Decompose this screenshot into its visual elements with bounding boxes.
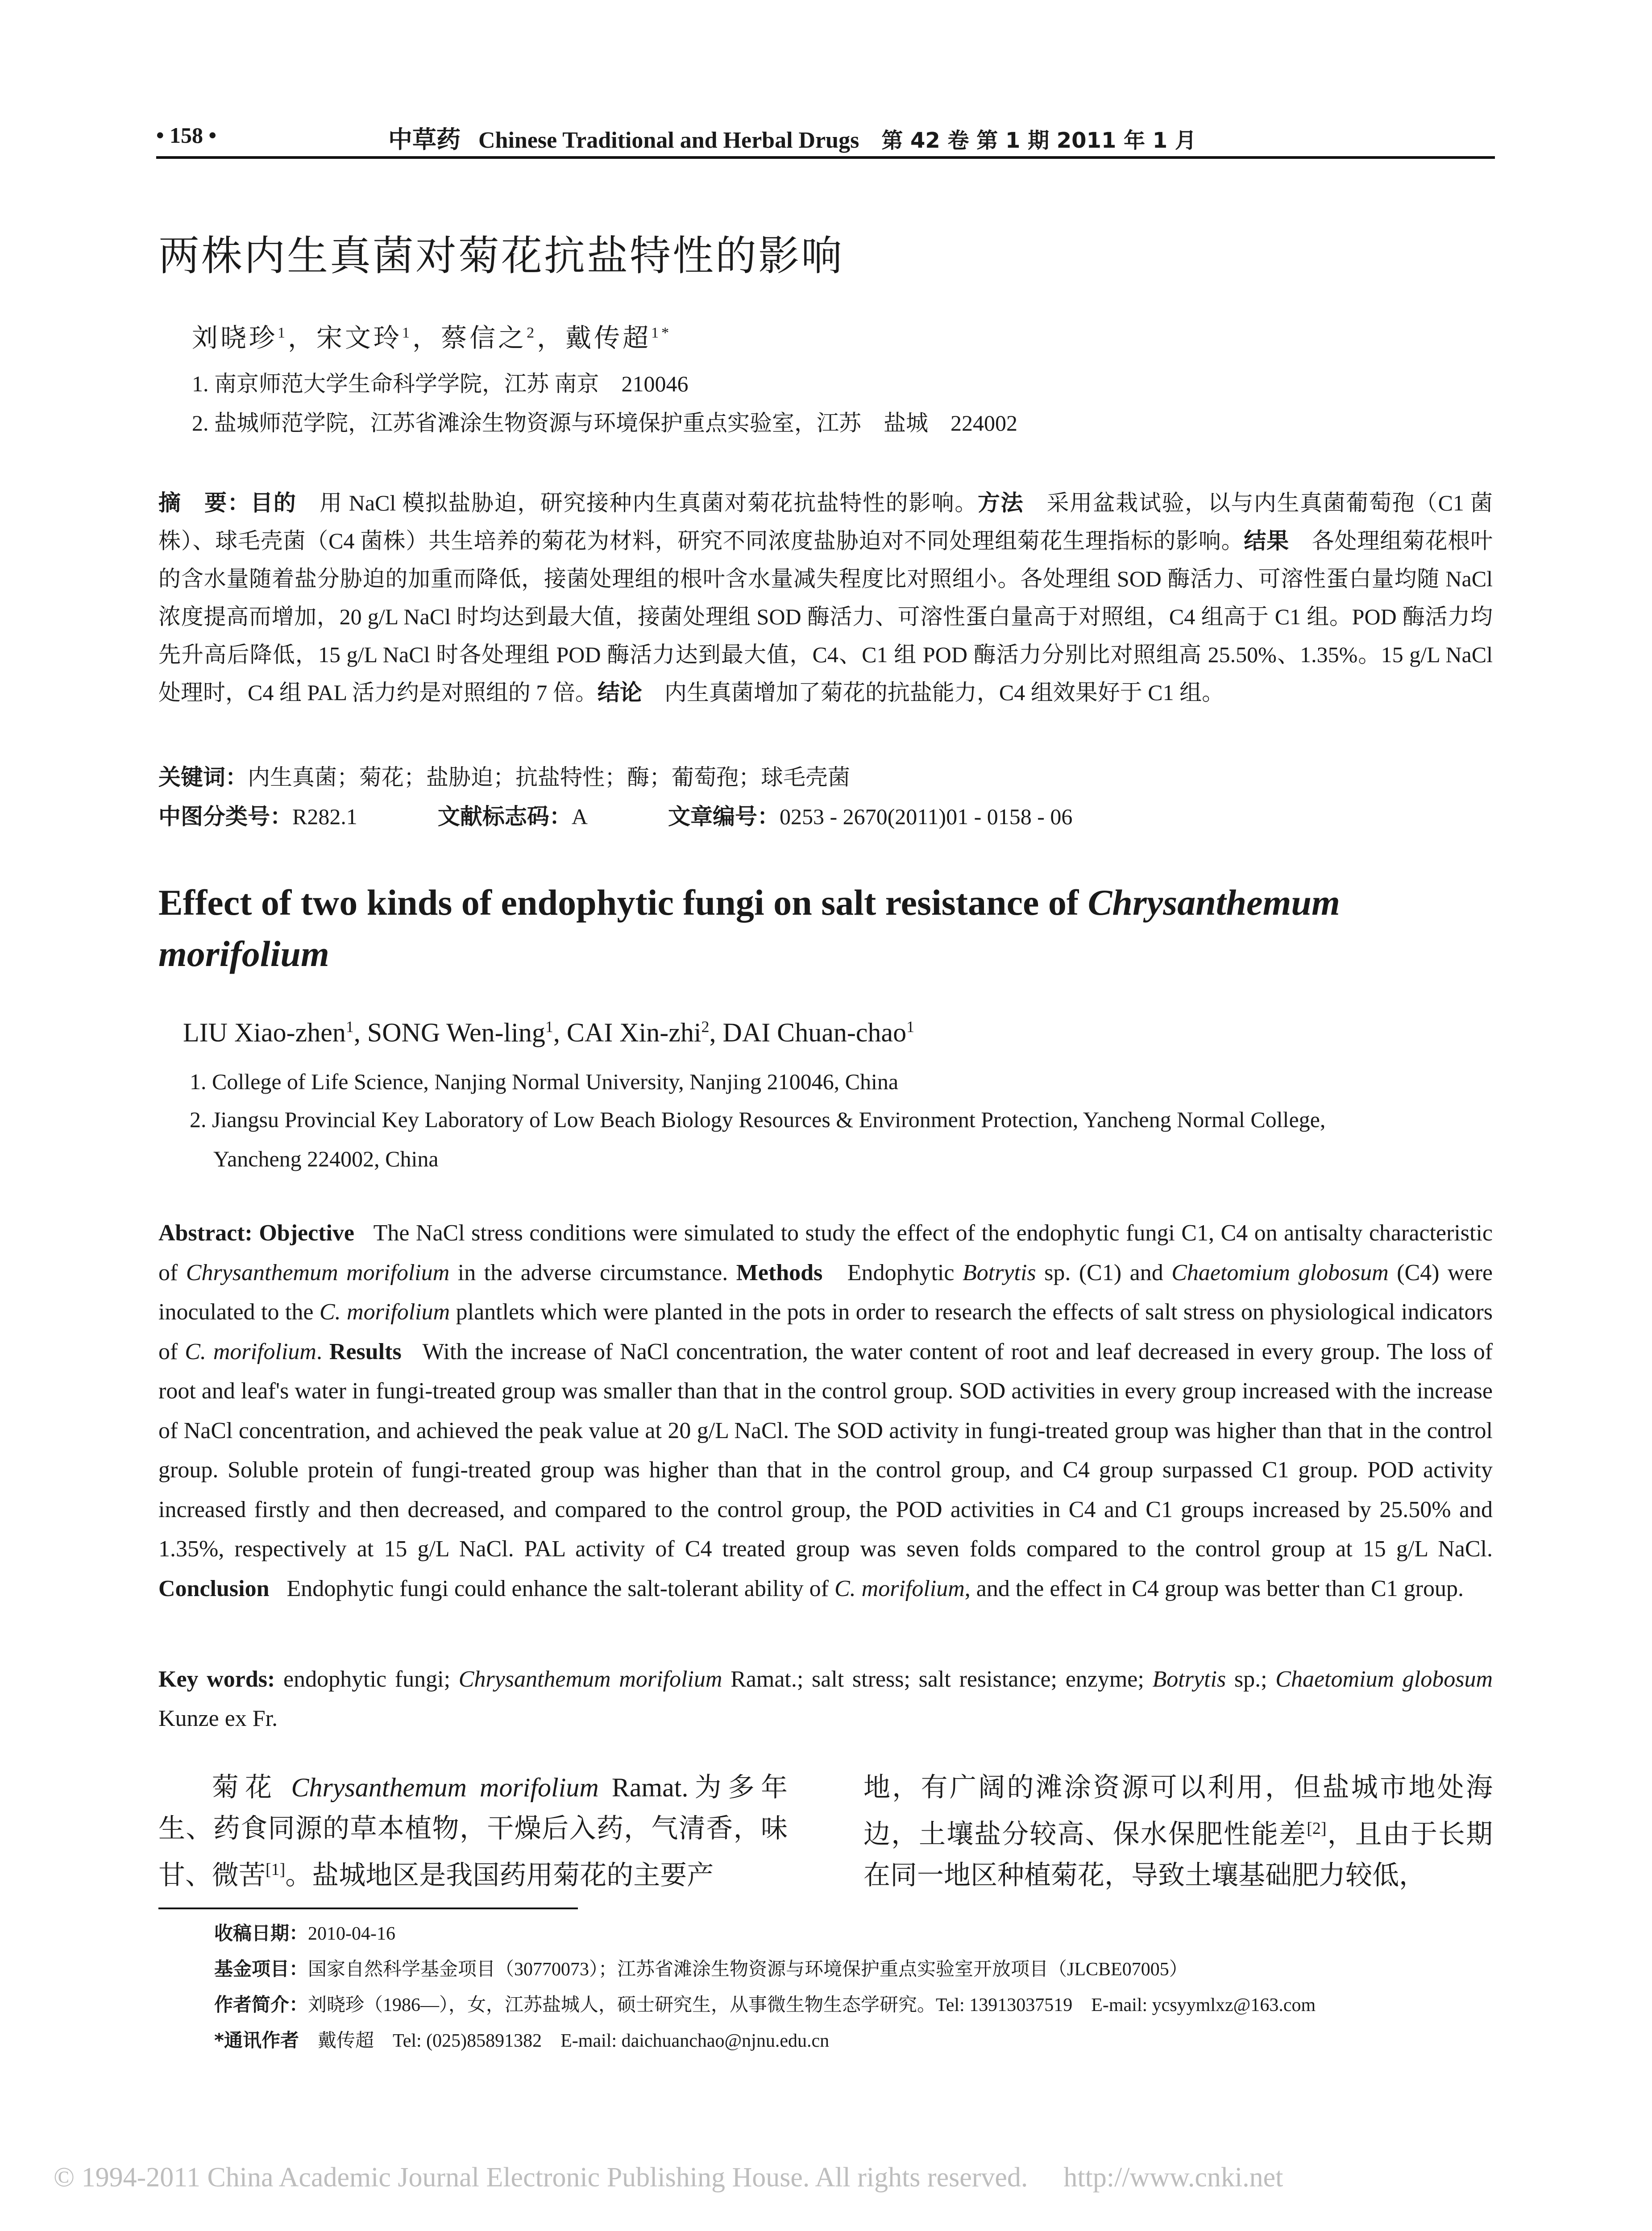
en-author: DAI Chuan-chao [722, 1018, 907, 1047]
en-author: CAI Xin-zhi [566, 1018, 701, 1047]
cn-author: 刘晓珍 [192, 323, 278, 352]
cn-affiliation-2: 2. 盐城师范学院，江苏省滩涂生物资源与环境保护重点实验室，江苏 盐城 224002 [192, 411, 1017, 435]
cn-author: 蔡信之 [441, 323, 527, 352]
footnote-fund: 基金项目：国家自然科学基金项目（30770073）；江苏省滩涂生物资源与环境保护重点实验室开放项目（JLCBE07005） [214, 1958, 1188, 1980]
journal-name-cn: 中草药 [388, 125, 461, 153]
journal-issue: 第 42 卷 第 1 期 2011 年 1 月 [881, 128, 1196, 153]
body-column-left: 菊花 Chrysanthemum morifolium Ramat.为多年生、药食同源的草本植物，干燥后入药，气清香，味甘、微苦[1]。盐城地区是我国药用菊花的主要产 [158, 1773, 788, 1890]
journal-info [388, 120, 1196, 155]
citation: [1] [266, 1860, 286, 1879]
en-affiliation-1: 1. College of Life Science, Nanjing Normal University, Nanjing 210046, China [190, 1069, 899, 1094]
en-author: SONG Wen-ling [367, 1018, 545, 1047]
footnote-author-bio: 作者简介：刘晓珍（1986—），女，江苏盐城人，硕士研究生，从事微生物生态学研究。Tel: 13913037519 E-mail: ycsyymlxz@163.com [214, 1994, 1316, 2015]
cn-abstract: 摘 要：目的 用 NaCl 模拟盐胁迫，研究接种内生真菌对菊花抗盐特性的影响。方法 采用盆栽试验，以与内生真菌葡萄孢（C1 菌株）、球毛壳菌（C4 菌株）共生培养的菊花为材料，研究不同浓度盐胁迫对不同处理组菊花生理指标的影响。结果 各处理组菊花根叶的含水量随着盐分胁迫的加重而降低，接菌处理组的根叶含水量减失程度比对照组小。各处理组 SOD 酶活力、可溶性蛋白量均随 NaCl 浓度提高而增加，20 g/L NaCl 时均达到最大值，接菌处理组 SOD 酶活力、可溶性蛋白量高于对照组，C4 组高于 C1 组。POD 酶活力均先升高后降低，15 g/L NaCl 时各处理组 POD 酶活力达到最大值，C4、C1 组 POD 酶活力分别比对照组高 25.50%、1.35%。15 g/L NaCl 处理时，C4 组 PAL 活力约是对照组的 7 倍。结论 内生真菌增加了菊花的抗盐能力，C4 组效果好于 C1 组。 [158, 490, 1493, 705]
citation: [2] [1307, 1819, 1327, 1838]
cn-author: 戴传超 [565, 323, 652, 352]
en-authors: LIU Xiao-zhen$^1$, SONG Wen-ling$^1$, CAI Xin-zhi$^2$, DAI Chuan-chao$^1$ [183, 1018, 915, 1047]
en-abstract: Abstract: Objective The NaCl stress conditions were simulated to study the effect of the endophytic fungi C1, C4 on antisalty characteristic of Chrysanthemum morifolium in the adverse circumstance. Methods Endophytic Botrytis sp. (C1) and Chaetomium globosum (C4) were inoculated to the C. morifolium plantlets which were planted in the pots in order to research the effects of salt stress on physiological indicators of C. morifolium. Results With the increase of NaCl concentration, the water content of root and leaf decreased in every group. The loss of root and leaf's water in fungi-treated group was smaller than that in the control group. SOD activities in every group increased with the increase of NaCl concentration, and achieved the peak value at 20 g/L NaCl. The SOD activity in fungi-treated group was higher than that in the control group. Soluble protein of fungi-treated group was higher than that in the control group, and C4 group surpassed C1 group. POD activity increased firstly and then decreased, and compared to the control group, the POD activities in C4 and C1 groups increased by 25.50% and 1.35%, respectively at 15 g/L NaCl. PAL activity of C4 treated group was seven folds compared to the control group at 15 g/L NaCl. Conclusion Endophytic fungi could enhance the salt-tolerant ability of C. morifolium, and the effect in C4 group was better than C1 group. [158, 1220, 1493, 1601]
header-rule [156, 156, 1495, 159]
en-title: Effect of two kinds of endophytic fungi on salt resistance of Chrysanthemum morifolium [158, 882, 1340, 974]
running-header [156, 120, 1495, 156]
cn-keywords: 关键词：内生真菌；菊花；盐胁迫；抗盐特性；酶；葡萄孢；球毛壳菌 [158, 764, 850, 790]
body-column-right: 地，有广阔的滩涂资源可以利用，但盐城市地处海边，土壤盐分较高、保水保肥性能差[2]，且由于长期在同一地区种植菊花，导致土壤基础肥力较低， [863, 1773, 1493, 1890]
cnki-link[interactable]: http://www.cnki.net [1063, 2162, 1283, 2193]
footnote-rule [158, 1908, 578, 1909]
en-keywords: Key words: endophytic fungi; Chrysanthemum morifolium Ramat.; salt stress; salt resistance; enzyme; Botrytis sp.; Chaetomium globosum Kunze ex Fr. [158, 1667, 1493, 1731]
footnote-corresponding: *通讯作者 戴传超 Tel: (025)85891382 E-mail: daichuanchao@njnu.edu.cn [214, 2029, 830, 2051]
cn-affiliation-1: 1. 南京师范大学生命科学学院，江苏 南京 210046 [192, 371, 689, 396]
en-affiliation-2: 2. Jiangsu Provincial Key Laboratory of Low Beach Biology Resources & Environment Protection, Yancheng Normal College, [190, 1107, 1326, 1132]
cn-title: 两株内生真菌对菊花抗盐特性的影响 [158, 232, 844, 280]
en-affiliation-2-cont: Yancheng 224002, China [213, 1146, 439, 1171]
page-number: • 158 • [156, 123, 217, 148]
journal-name-en: Chinese Traditional and Herbal Drugs [478, 128, 859, 153]
copyright-notice: © 1994-2011 China Academic Journal Electronic Publishing House. All rights reserved. http://www.cnki.net [54, 2162, 1283, 2193]
cn-classification: 中图分类号：R282.1 文献标志码：A 文章编号：0253 - 2670(2011)01 - 0158 - 06 [158, 804, 1073, 829]
footnote-received: 收稿日期：2010-04-16 [214, 1922, 395, 1944]
en-author: LIU Xiao-zhen [183, 1018, 346, 1047]
cn-author: 宋文玲 [316, 323, 403, 352]
cn-authors: 刘晓珍$^1$，宋文玲$^1$，蔡信之$^2$，戴传超$^{1*}$ [192, 323, 672, 352]
